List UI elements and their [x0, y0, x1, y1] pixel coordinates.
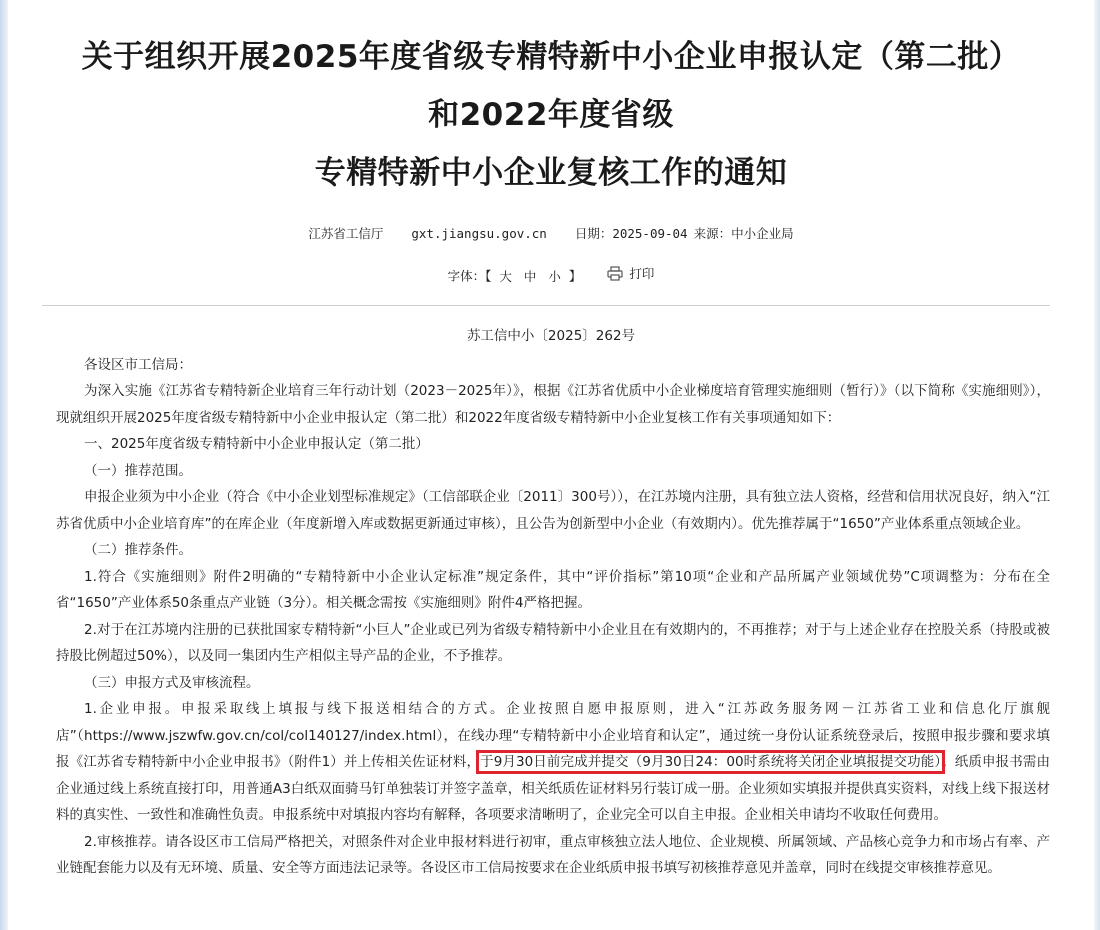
article	[8, 0, 1094, 930]
website: gxt.jiangsu.gov.cn	[411, 226, 547, 241]
font-large-button[interactable]: 大	[499, 268, 512, 284]
article-body	[56, 352, 1050, 882]
font-size-bracket: 】	[568, 268, 582, 284]
print-button[interactable]	[607, 264, 654, 282]
title-line-2: 和2022年度省级	[428, 97, 674, 133]
application-text-b: 。纸质申报书需由企业通过线上系统直接打印，用普通A3白纸双面骑马钉单独装订并签字盖章，相关纸质佐证材料另行装订成一册。企业须如实填报并提供真实资料，对线上线下报送材料的真实性、一致性和准确性负责。申报系统中对填报内容均有解释，各项要求清晰明了，企业完全可以自主申报。企业相关申请均不收取任何费用。	[56, 754, 1051, 823]
title-line-1: 关于组织开展2025年度省级专精特新中小企业申报认定（第二批）	[81, 39, 1021, 75]
application-paragraph	[56, 696, 1050, 829]
font-size-label: 字体：【	[447, 268, 492, 284]
title-line-3: 专精特新中小企业复核工作的通知	[314, 155, 788, 191]
deadline-highlight: 于9月30日前完成并提交（9月30日24：00时系统将关闭企业填报提交功能）	[480, 754, 942, 770]
condition-1-paragraph: 1.符合《实施细则》附件2明确的“专精特新中小企业认定标准”规定条件，其中“评价指标”第10项“企业和产品所属产业领域优势”C项调整为：分布在全省“1650”产业体系50条重点产业链（3分）。相关概念需按《实施细则》附件4严格把握。	[56, 568, 1050, 611]
font-medium-button[interactable]: 中	[523, 268, 537, 284]
application-text-a: 1.企业申报。申报采取线上填报与线下报送相结合的方式。企业按照自愿申报原则，进入“江苏政务服务网－江苏省工业和信息化厅旗舰店”（https://www.jszwfw.gov.cn/col/col140127/index.html），在线办理“专精特新中小企业培育和认定”，通过统一身份认证系统登录后，按照申报步骤和要求填报《江苏省专精特新中小企业申报书》（附件1）并上传相关佐证材料，	[56, 701, 1050, 770]
article-meta	[8, 224, 1094, 242]
condition-2-paragraph: 2.对于在江苏境内注册的已获批国家专精特新“小巨人”企业或已列为省级专精特新中小企业且在有效期内的，不再推荐；对于与上述企业存在控股关系（持股或被持股比例超过50%），以及同一集团内生产相似主导产品的企业，不予推荐。	[56, 621, 1050, 664]
section-heading-1: 一、2025年度省级专精特新中小企业申报认定（第二批）	[84, 436, 429, 452]
printer-icon	[607, 266, 623, 281]
subsection-heading-conditions: （二）推荐条件。	[84, 542, 192, 558]
intro-paragraph: 为深入实施《江苏省专精特新企业培育三年行动计划（2023－2025年）》，根据《江苏省优质中小企业梯度培育管理实施细则（暂行）》（以下简称《实施细则》），现就组织开展2025年度省级专精特新中小企业申报认定（第二批）和2022年度省级专精特新中小企业复核工作有关事项通知如下：	[56, 383, 1050, 426]
scope-paragraph: 申报企业须为中小企业（符合《中小企业划型标准规定》（工信部联企业〔2011〕300号）），在江苏境内注册，具有独立法人资格，经营和信用状况良好，纳入“江苏省优质中小企业培育库”的在库企业（年度新增入库或数据更新通过审核），且公告为创新型中小企业（有效期内）。优先推荐属于“1650”产业体系重点领域企业。	[56, 489, 1050, 532]
right-frame-border	[1094, 0, 1100, 930]
salutation: 各设区市工信局：	[84, 356, 192, 373]
print-label: 打印	[629, 266, 655, 281]
publish-date: 日期：2025-09-04	[574, 226, 688, 241]
source: 来源：中小企业局	[693, 226, 794, 241]
subsection-heading-process: （三）申报方式及审核流程。	[84, 674, 260, 691]
font-small-button[interactable]: 小	[548, 268, 561, 284]
article-title	[8, 0, 1094, 202]
subsection-heading-scope: （一）推荐范围。	[84, 462, 192, 479]
publisher: 江苏省工信厅	[308, 226, 384, 241]
left-frame-border	[0, 0, 8, 930]
document-number: 苏工信中小〔2025〕262号	[466, 327, 636, 344]
review-paragraph: 2.审核推荐。请各设区市工信局严格把关，对照条件对企业申报材料进行初审，重点审核独立法人地位、企业规模、所属领域、产品核心竞争力和市场占有率、产业链配套能力以及有无环境、质量、安全等方面违法记录等。各设区市工信局按要求在企业纸质申报书填写初核推荐意见并盖章，同时在线提交审核推荐意见。	[56, 833, 1050, 876]
header-divider	[42, 305, 1050, 306]
reading-toolbar	[8, 264, 1094, 285]
